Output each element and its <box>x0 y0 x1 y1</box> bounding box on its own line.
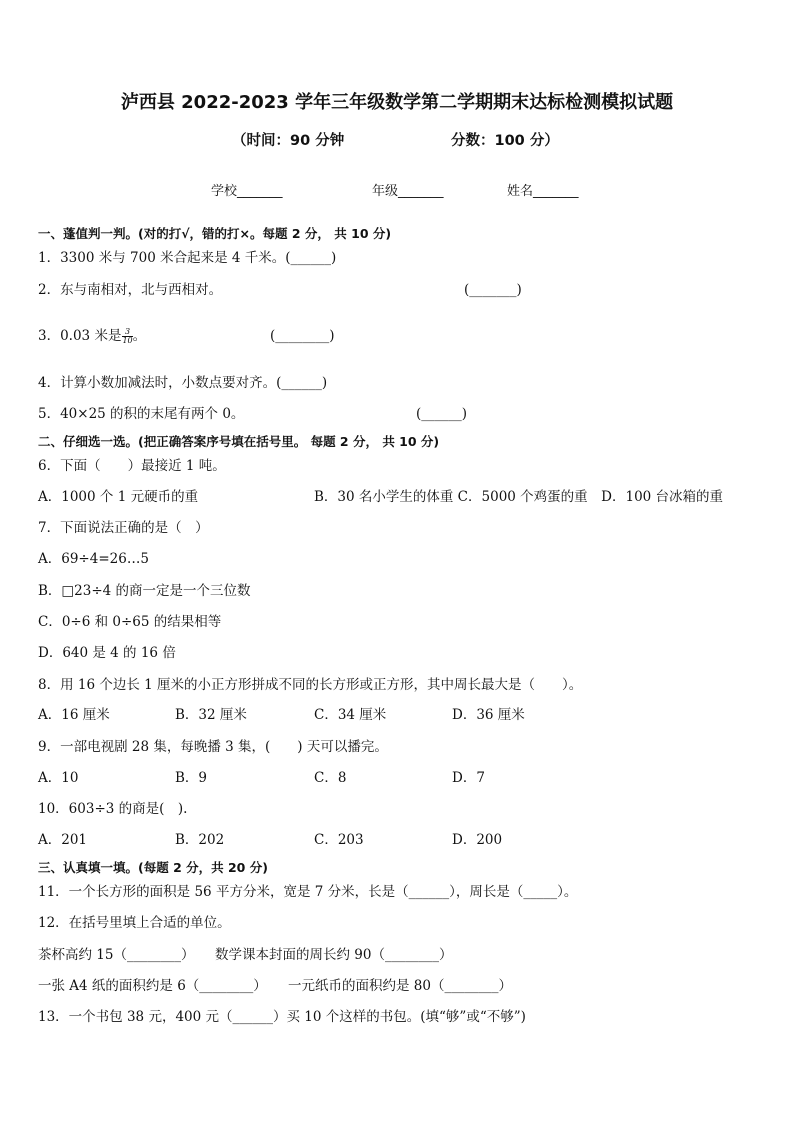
question-9-option-a[interactable]: A．10 <box>38 770 79 786</box>
time-label: （时间：90 分钟 <box>232 133 345 149</box>
question-3-text: 3．0.03 米是 <box>38 328 122 344</box>
question-3-tail: 。 <box>132 328 147 344</box>
question-2: 2．东与南相对，北与西相对。 <box>38 282 223 298</box>
question-3-blank[interactable]: (________) <box>270 328 335 344</box>
question-6-options-bcd[interactable]: B．30 名小学生的体重 C．5000 个鸡蛋的重 D．100 台冰箱的重 <box>314 489 724 505</box>
question-11: 11．一个长方形的面积是 56 平方分米，宽是 7 分米，长是（______），周长是（_____）。 <box>38 884 578 900</box>
question-6-option-a[interactable]: A．1000 个 1 元硬币的重 <box>38 489 199 505</box>
page-title: 泸西县 2022-2023 学年三年级数学第二学期期末达标检测模拟试题 <box>120 92 674 113</box>
question-10-option-d[interactable]: D．200 <box>452 832 503 848</box>
question-1: 1．3300 米与 700 米合起来是 4 千米。(______) <box>38 250 337 266</box>
question-3 <box>38 327 146 345</box>
fraction <box>122 328 132 345</box>
question-10-option-a[interactable]: A．201 <box>38 832 88 848</box>
question-9: 9．一部电视剧 28 集，每晚播 3 集，( ) 天可以播完。 <box>38 739 388 755</box>
question-2-blank[interactable]: (_______) <box>464 282 522 298</box>
question-12-item-d: 一元纸币的面积约是 80（________） <box>288 978 512 994</box>
question-5: 5．40×25 的积的末尾有两个 0。 <box>38 406 245 422</box>
question-7-option-d[interactable]: D．640 是 4 的 16 倍 <box>38 645 176 661</box>
question-7-option-b[interactable]: B．□23÷4 的商一定是一个三位数 <box>38 583 251 599</box>
question-13: 13．一个书包 38 元，400 元（______）买 10 个这样的书包。(填“够”或“不够”) <box>38 1009 526 1025</box>
question-8-option-c[interactable]: C．34 厘米 <box>314 707 387 723</box>
question-5-blank[interactable]: (______) <box>416 406 468 422</box>
question-8: 8．用 16 个边长 1 厘米的小正方形拼成不同的长方形或正方形，其中周长最大是（ ）。 <box>38 677 583 693</box>
question-8-option-a[interactable]: A．16 厘米 <box>38 707 110 723</box>
question-9-option-c[interactable]: C．8 <box>314 770 347 786</box>
question-12-item-b: 数学课本封面的周长约 90（________） <box>215 947 453 963</box>
question-4: 4．计算小数加减法时，小数点要对齐。(______) <box>38 375 328 391</box>
question-7-option-c[interactable]: C．0÷6 和 0÷65 的结果相等 <box>38 614 222 630</box>
fraction-denominator: 10 <box>122 336 133 345</box>
question-10-option-b[interactable]: B．202 <box>175 832 225 848</box>
fraction-numerator: 3 <box>122 328 132 337</box>
question-6: 6．下面（ ）最接近 1 吨。 <box>38 458 226 474</box>
question-9-option-d[interactable]: D．7 <box>452 770 485 786</box>
section-1-heading: 一、蓬值判一判。(对的打√，错的打×。每题 2 分， 共 10 分) <box>38 226 392 241</box>
question-10: 10．603÷3 的商是( ). <box>38 801 188 817</box>
question-12-item-c: 一张 A4 纸的面积约是 6（________） <box>38 978 267 994</box>
section-2-heading: 二、仔细选一选。(把正确答案序号填在括号里。 每题 2 分， 共 10 分) <box>38 434 440 449</box>
section-3-heading: 三、认真填一填。(每题 2 分，共 20 分) <box>38 860 268 875</box>
question-9-option-b[interactable]: B．9 <box>175 770 208 786</box>
score-label: 分数：100 分） <box>451 133 559 149</box>
question-12-item-a: 茶杯高约 15（________） <box>38 947 195 963</box>
name-field[interactable]: 姓名_______ <box>507 184 579 199</box>
question-8-option-d[interactable]: D．36 厘米 <box>452 707 525 723</box>
question-7: 7．下面说法正确的是（ ） <box>38 520 209 536</box>
question-10-option-c[interactable]: C．203 <box>314 832 364 848</box>
question-7-option-a[interactable]: A．69÷4=26…5 <box>38 551 149 567</box>
question-12: 12．在括号里填上合适的单位。 <box>38 915 231 931</box>
school-field[interactable]: 学校_______ <box>211 184 283 199</box>
question-8-option-b[interactable]: B．32 厘米 <box>175 707 247 723</box>
grade-field[interactable]: 年级_______ <box>372 184 444 199</box>
